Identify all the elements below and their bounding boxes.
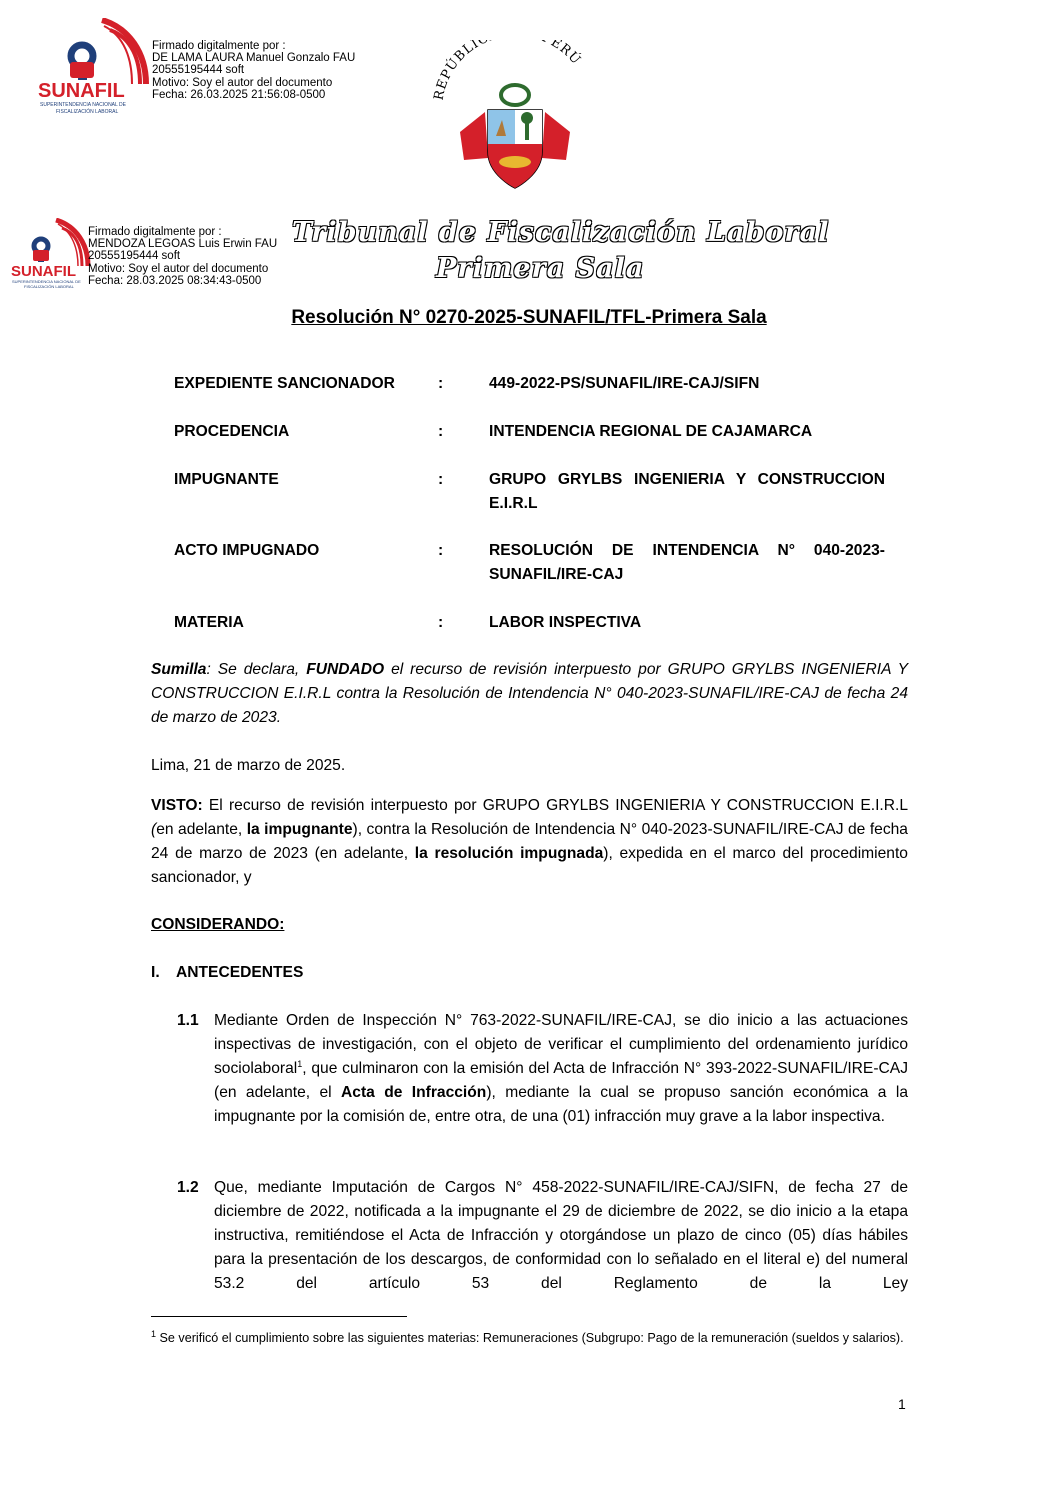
- paragraph-1-1: [214, 1009, 908, 1129]
- coat-of-arms-icon: [430, 40, 600, 200]
- tribunal-header-line2: Primera Sala: [436, 253, 645, 284]
- sig2-line5: Fecha: 28.03.2025 08:34:43-0500: [88, 274, 262, 287]
- footnote-mark: 1: [151, 1328, 157, 1339]
- paragraph-number-1-2: 1.2: [177, 1179, 199, 1196]
- sumilla-paragraph: [151, 658, 908, 730]
- sunafil-brand-2: SUNAFIL: [11, 263, 76, 280]
- field-colon: :: [438, 375, 444, 392]
- p11-text-3: ), mediante la cual se propuso sanción económica a la impugnante por la comisión de, entre otra, de una (01) infracción muy grave a la labor inspectiva.: [214, 1084, 909, 1125]
- visto-paren: (: [151, 821, 157, 838]
- footnote-text: Se verificó el cumplimiento sobre las siguientes materias: Remuneraciones (Subgrupo: Pago de la remuneración (sueldos y salarios).: [159, 1331, 904, 1345]
- signature-block-1: [34, 18, 394, 118]
- paragraph-1-2: Que, mediante Imputación de Cargos N° 458-2022-SUNAFIL/IRE-CAJ/SIFN, de fecha 27 de diciembre de 2022, notificada a la impugnante el 29 de diciembre de 2022, se dio inicio a la etapa instructiva, remitiéndose el Acta de Infracción y otorgándose un plazo de cinco (05) días hábiles para la presentación de los descargos, de conformidad con lo señalado en el literal e) del numeral 53.2 del artículo 53 del Reglamento de la Ley: [214, 1179, 908, 1292]
- footnote-separator: [151, 1316, 407, 1317]
- sumilla-label: Sumilla: [151, 661, 207, 678]
- date-line: Lima, 21 de marzo de 2025.: [151, 757, 346, 774]
- visto-text-1c: en adelante,: [156, 821, 247, 838]
- field-label-procedencia: PROCEDENCIA: [174, 423, 290, 440]
- signature-text-1: [152, 40, 355, 101]
- sig1-line4: Motivo: Soy el autor del documento: [152, 76, 333, 89]
- sig1-line1: Firmado digitalmente por :: [152, 40, 286, 52]
- field-label-acto: ACTO IMPUGNADO: [174, 542, 320, 559]
- field-value-expediente: 449-2022-PS/SUNAFIL/IRE-CAJ/SIFN: [489, 375, 760, 392]
- considerando-heading: CONSIDERANDO:: [151, 916, 285, 933]
- visto-paragraph: [151, 794, 908, 890]
- sumilla-text-1: : Se declara,: [206, 661, 307, 678]
- field-colon: :: [438, 542, 444, 559]
- sumilla-text-2: el recurso de revisión interpuesto por GRUPO GRYLBS INGENIERIA Y CONSTRUCCION E.I.R.L contra la Resolución de Intendencia N° 040-2023-SUNAFIL/IRE-CAJ de fecha 24 de marzo de 2023.: [151, 661, 908, 726]
- sunafil-subtitle-1a: SUPERINTENDENCIA NACIONAL DE: [40, 102, 126, 108]
- field-colon: :: [438, 423, 444, 440]
- visto-resolucion: la resolución impugnada: [414, 845, 604, 862]
- visto-text-3: ), expedida en el marco del procedimiento sancionador, y: [151, 845, 908, 886]
- svg-text:REPÚBLICA DEL PERÚ: [432, 40, 586, 102]
- visto-text-1: El recurso de revisión interpuesto por GRUPO GRYLBS INGENIERIA Y CONSTRUCCION E.I.R.L: [202, 797, 908, 814]
- footnote-ref-1[interactable]: 1: [297, 1058, 303, 1069]
- paragraph-number-1-1: 1.1: [177, 1012, 199, 1029]
- sunafil-subtitle-2a: SUPERINTENDENCIA NACIONAL DE: [12, 279, 81, 284]
- field-label-expediente: EXPEDIENTE SANCIONADOR: [174, 375, 395, 392]
- p11-text-2: , que culminaron con la emisión del Acta de Infracción N° 393-2022-SUNAFIL/IRE-CAJ (en adelante, el: [214, 1060, 908, 1101]
- field-label-impugnante: IMPUGNANTE: [174, 471, 279, 488]
- signature-block-2: [8, 218, 308, 292]
- sunafil-brand-1: SUNAFIL: [38, 80, 125, 102]
- field-value-acto: RESOLUCIÓN DE INTENDENCIA N° 040-2023-SUNAFIL/IRE-CAJ: [489, 542, 885, 583]
- p11-acta: Acta de Infracción: [341, 1084, 487, 1101]
- visto-text-2: ), contra la Resolución de Intendencia N° 040-2023-SUNAFIL/IRE-CAJ de fecha 24 de marzo de 2023 (en adelante,: [151, 821, 908, 862]
- sig1-line3: 20555195444 soft: [152, 64, 245, 77]
- resolution-title: Resolución N° 0270-2025-SUNAFIL/TFL-Primera Sala: [291, 307, 767, 328]
- peru-coat-of-arms: [430, 40, 600, 200]
- field-value-procedencia: INTENDENCIA REGIONAL DE CAJAMARCA: [489, 423, 813, 440]
- sig2-line1: Firmado digitalmente por :: [88, 226, 222, 238]
- sunafil-subtitle-2b: FISCALIZACIÓN LABORAL: [24, 284, 74, 289]
- page-number: 1: [898, 1396, 906, 1412]
- sig1-line2: DE LAMA LAURA Manuel Gonzalo FAU: [152, 52, 356, 65]
- footnote-1: [151, 1328, 908, 1348]
- sig2-line3: 20555195444 soft: [88, 250, 181, 263]
- section-1-number: I.: [151, 964, 160, 981]
- field-value-impugnante: GRUPO GRYLBS INGENIERIA Y CONSTRUCCION E.I.R.L: [489, 471, 885, 512]
- field-label-materia: MATERIA: [174, 614, 244, 631]
- field-value-materia: LABOR INSPECTIVA: [489, 614, 642, 631]
- sumilla-verdict: FUNDADO: [306, 661, 385, 678]
- section-1-title: ANTECEDENTES: [176, 964, 304, 981]
- sig2-line2: MENDOZA LEGOAS Luis Erwin FAU: [88, 238, 278, 251]
- field-colon: :: [438, 614, 444, 631]
- tribunal-header-line1: Tribunal de Fiscalización Laboral: [292, 217, 830, 248]
- crest-text: REPÚBLI ERÚ: [431, 40, 584, 102]
- field-colon: :: [438, 471, 444, 488]
- sunafil-subtitle-1b: FISCALIZACIÓN LABORAL: [56, 109, 119, 115]
- p11-text-1: Mediante Orden de Inspección N° 763-2022-SUNAFIL/IRE-CAJ, se dio inicio a las actuaciones inspectivas de investigación, con el objeto de verificar el cumplimiento del ordenamiento jurídico sociolaboral: [214, 1012, 908, 1077]
- sig1-line5: Fecha: 26.03.2025 21:56:08-0500: [152, 88, 326, 101]
- signature-text-2: [88, 226, 277, 287]
- visto-label: VISTO:: [151, 797, 203, 814]
- visto-impugnante: la impugnante: [246, 821, 353, 838]
- sig2-line4: Motivo: Soy el autor del documento: [88, 262, 269, 275]
